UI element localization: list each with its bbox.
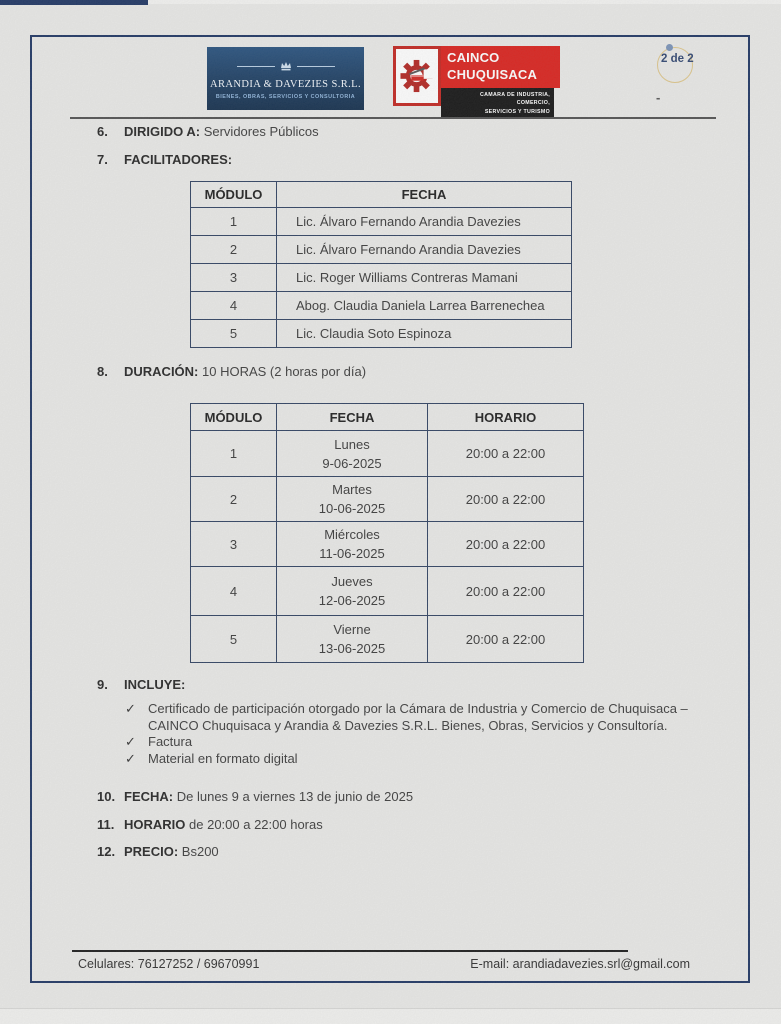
cainco-logo-line1: CAINCO bbox=[447, 50, 500, 65]
schedule-table bbox=[190, 403, 584, 663]
column-header-fecha: FECHA bbox=[277, 182, 572, 208]
item-8-duracion bbox=[97, 364, 366, 379]
cell-modulo: 1 bbox=[191, 208, 277, 236]
cell-horario: 20:00 a 22:00 bbox=[428, 567, 584, 616]
cell-modulo: 5 bbox=[191, 320, 277, 348]
ornament-line-left bbox=[237, 66, 275, 67]
table-header-row bbox=[191, 182, 572, 208]
item-7-facilitadores bbox=[97, 152, 232, 167]
stray-mark: - bbox=[656, 90, 661, 105]
item-9-incluye bbox=[97, 677, 185, 692]
cainco-caption-line2: SERVICIOS Y TURISMO bbox=[484, 108, 550, 115]
cell-fecha bbox=[277, 431, 428, 477]
cell-horario: 20:00 a 22:00 bbox=[428, 616, 584, 663]
scan-edge-bottom bbox=[0, 1008, 781, 1024]
item-text: Bs200 bbox=[181, 844, 219, 859]
item-text: de 20:00 a 22:00 horas bbox=[189, 817, 323, 832]
item-label: PRECIO: bbox=[124, 844, 179, 859]
checkmark-icon: ✓ bbox=[125, 701, 136, 716]
cell-horario: 20:00 a 22:00 bbox=[428, 431, 584, 477]
footer-email: E-mail: arandiadavezies.srl@gmail.com bbox=[470, 957, 690, 971]
header-divider bbox=[70, 117, 716, 119]
arandia-davezies-logo bbox=[207, 47, 364, 110]
cell-day: Jueves bbox=[331, 574, 373, 589]
cainco-logo-line2: CHUQUISACA bbox=[447, 66, 538, 82]
item-number: 9. bbox=[97, 677, 108, 692]
stamp-dot-icon bbox=[666, 44, 673, 51]
cainco-gear-icon bbox=[393, 46, 441, 106]
cainco-logo-title bbox=[441, 46, 560, 88]
cell-modulo: 2 bbox=[191, 477, 277, 522]
includes-checklist bbox=[125, 701, 710, 767]
cell-fecha bbox=[277, 616, 428, 663]
cell-day: Miércoles bbox=[324, 527, 380, 542]
item-label: FECHA: bbox=[124, 789, 174, 804]
cell-day: Vierne bbox=[333, 622, 371, 637]
item-number: 6. bbox=[97, 124, 108, 139]
column-header-modulo: MÓDULO bbox=[191, 182, 277, 208]
cell-facilitator: Abog. Claudia Daniela Larrea Barrenechea bbox=[277, 292, 572, 320]
cell-modulo: 4 bbox=[191, 292, 277, 320]
cell-fecha bbox=[277, 522, 428, 567]
item-number: 12. bbox=[97, 844, 116, 859]
cell-modulo: 3 bbox=[191, 522, 277, 567]
cell-modulo: 3 bbox=[191, 264, 277, 292]
checklist-item bbox=[125, 751, 710, 768]
table-row bbox=[191, 320, 572, 348]
column-header-modulo: MÓDULO bbox=[191, 404, 277, 431]
cell-fecha bbox=[277, 567, 428, 616]
arandia-logo-tagline: BIENES, OBRAS, SERVICIOS Y CONSULTORIA bbox=[215, 93, 356, 100]
checklist-item bbox=[125, 701, 710, 734]
cell-date: 12-06-2025 bbox=[318, 593, 386, 608]
cell-day: Martes bbox=[332, 482, 372, 497]
table-row bbox=[191, 522, 584, 567]
item-label: DIRIGIDO A: bbox=[124, 124, 201, 139]
cell-facilitator: Lic. Álvaro Fernando Arandia Davezies bbox=[277, 236, 572, 264]
column-header-horario: HORARIO bbox=[428, 404, 584, 431]
footer-divider bbox=[72, 950, 628, 952]
item-number: 8. bbox=[97, 364, 108, 379]
ornament-line-right bbox=[297, 66, 335, 67]
item-6-dirigido-a bbox=[97, 124, 319, 139]
checklist-text: Factura bbox=[148, 734, 193, 749]
cell-facilitator: Lic. Claudia Soto Espinoza bbox=[277, 320, 572, 348]
cell-horario: 20:00 a 22:00 bbox=[428, 477, 584, 522]
cell-date: 13-06-2025 bbox=[318, 641, 386, 656]
cell-date: 11-06-2025 bbox=[319, 546, 385, 561]
checklist-item bbox=[125, 734, 710, 751]
table-row bbox=[191, 208, 572, 236]
cell-facilitator: Lic. Álvaro Fernando Arandia Davezies bbox=[277, 208, 572, 236]
item-number: 7. bbox=[97, 152, 108, 167]
crown-icon bbox=[280, 58, 292, 76]
cell-modulo: 1 bbox=[191, 431, 277, 477]
arandia-logo-name: ARANDIA & DAVEZIES S.R.L. bbox=[210, 78, 361, 90]
item-11-horario bbox=[97, 817, 323, 832]
cell-date: 10-06-2025 bbox=[318, 501, 386, 516]
cell-modulo: 4 bbox=[191, 567, 277, 616]
cell-day: Lunes bbox=[334, 436, 370, 452]
item-10-fecha bbox=[97, 789, 413, 804]
page-number: 2 de 2 bbox=[661, 53, 694, 65]
item-number: 10. bbox=[97, 789, 116, 804]
table-row bbox=[191, 616, 584, 663]
item-text: 10 HORAS (2 horas por día) bbox=[202, 364, 367, 379]
checkmark-icon: ✓ bbox=[125, 734, 136, 749]
table-row bbox=[191, 264, 572, 292]
item-text: Servidores Públicos bbox=[203, 124, 319, 139]
footer-phones: Celulares: 76127252 / 69670991 bbox=[78, 957, 260, 971]
cainco-logo bbox=[393, 46, 560, 119]
cell-horario: 20:00 a 22:00 bbox=[428, 522, 584, 567]
logo-ornament bbox=[237, 58, 335, 76]
item-label: FACILITADORES: bbox=[124, 152, 233, 167]
table-row bbox=[191, 292, 572, 320]
table-row bbox=[191, 477, 584, 522]
cell-fecha bbox=[277, 477, 428, 522]
footer bbox=[78, 957, 690, 971]
cell-modulo: 5 bbox=[191, 616, 277, 663]
item-12-precio bbox=[97, 844, 219, 859]
cainco-logo-caption bbox=[441, 88, 554, 119]
cell-facilitator: Lic. Roger Williams Contreras Mamani bbox=[277, 264, 572, 292]
table-row bbox=[191, 236, 572, 264]
cell-date: 9-06-2025 bbox=[322, 455, 382, 471]
table-row bbox=[191, 567, 584, 616]
cainco-logo-text bbox=[441, 46, 560, 119]
item-label: HORARIO bbox=[124, 817, 186, 832]
item-number: 11. bbox=[97, 817, 115, 832]
facilitators-table bbox=[190, 181, 572, 348]
table-header-row bbox=[191, 404, 584, 431]
item-text: De lunes 9 a viernes 13 de junio de 2025 bbox=[176, 789, 414, 804]
item-label: DURACIÓN: bbox=[124, 364, 199, 379]
column-header-fecha: FECHA bbox=[277, 404, 428, 431]
table-row bbox=[191, 431, 584, 477]
item-label: INCLUYE: bbox=[124, 677, 186, 692]
checklist-text: Certificado de participación otorgado por la Cámara de Industria y Comercio de Chuquisaca – CAINCO Chuquisaca y Arandia & Davezies S.R.L. Bienes, Obras, Servicios y Consultoría. bbox=[148, 701, 688, 733]
scan-edge-top bbox=[148, 0, 781, 4]
checklist-text: Material en formato digital bbox=[148, 750, 298, 766]
cell-modulo: 2 bbox=[191, 236, 277, 264]
checkmark-icon: ✓ bbox=[125, 750, 136, 766]
cainco-caption-line1: CAMARA DE INDUSTRIA, COMERCIO, bbox=[480, 91, 550, 107]
scan-edge-top-left bbox=[0, 0, 148, 5]
